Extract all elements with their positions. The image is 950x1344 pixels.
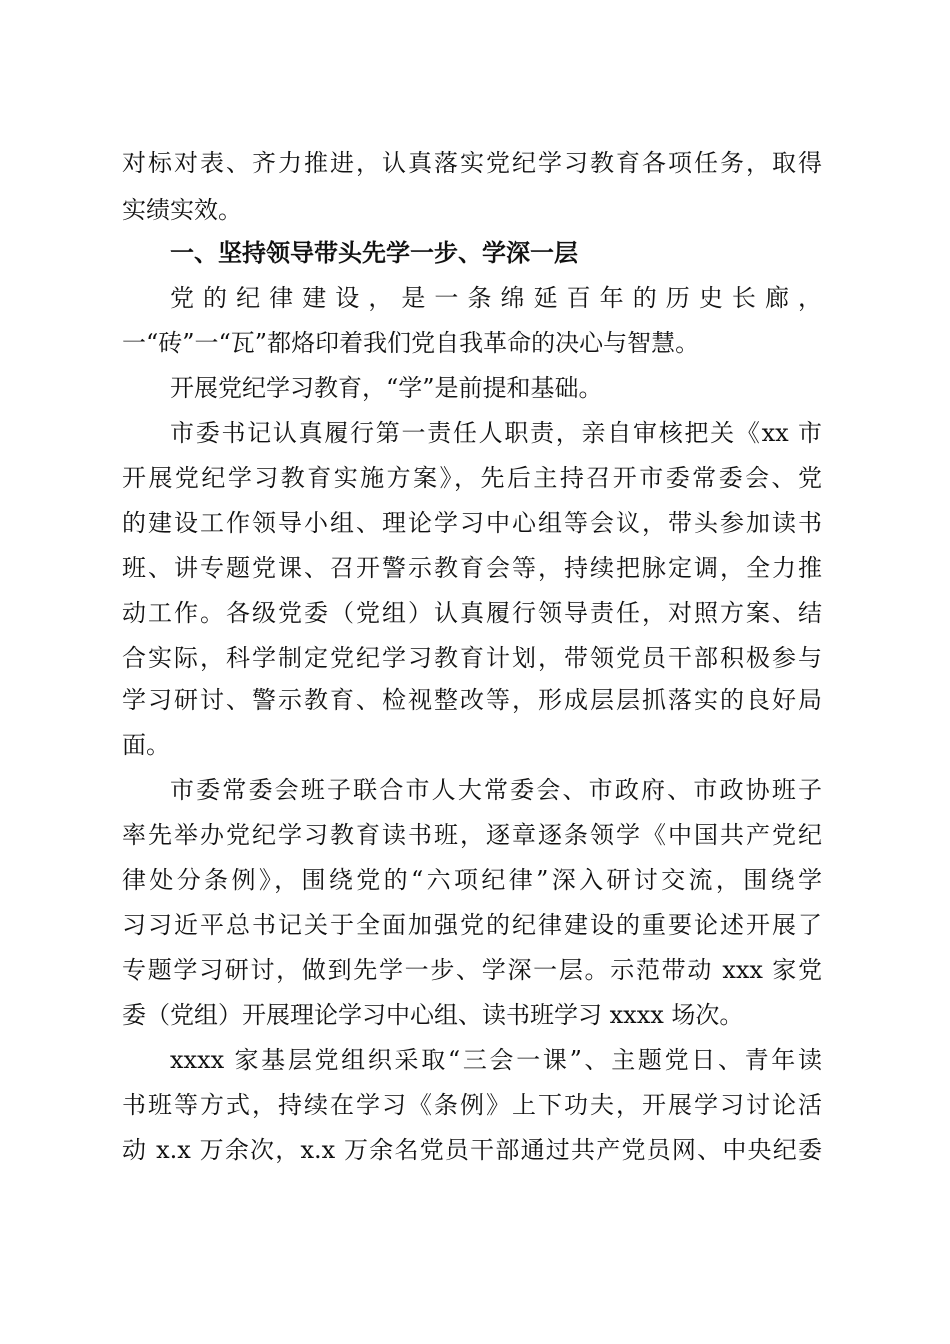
paragraph-line: 习习近平总书记关于全面加强党的纪律建设的重要论述开展了: [122, 911, 822, 939]
paragraph-line: 一“砖”一“瓦”都烙印着我们党自我革命的决心与智慧。: [122, 329, 700, 357]
paragraph-line: 开展党纪学习教育实施方案》，先后主持召开市委常委会、党: [122, 464, 822, 492]
paragraph-line: 学习研讨、警示教育、检视整改等，形成层层抓落实的良好局: [122, 686, 822, 714]
paragraph-line: 对标对表、齐力推进，认真落实党纪学习教育各项任务，取得: [122, 149, 822, 177]
paragraph-line: 合实际，科学制定党纪学习教育计划，带领党员干部积极参与: [122, 644, 822, 672]
paragraph-line: 党的纪律建设，是一条绵延百年的历史长廊，: [170, 284, 822, 312]
paragraph-line: xxxx 家基层党组织采取“三会一课”、主题党日、青年读: [170, 1046, 822, 1074]
paragraph-line: 动 x.x 万余次，x.x 万余名党员干部通过共产党员网、中央纪委: [122, 1136, 822, 1164]
paragraph-line: 专题学习研讨，做到先学一步、学深一层。示范带动 xxx 家党: [122, 956, 822, 984]
section-heading: 一、坚持领导带头先学一步、学深一层: [170, 239, 578, 267]
paragraph-line: 开展党纪学习教育，“学”是前提和基础。: [170, 374, 603, 402]
paragraph-line: 书班等方式，持续在学习《条例》上下功夫，开展学习讨论活: [122, 1091, 822, 1119]
paragraph-line: 的建设工作领导小组、理论学习中心组等会议，带头参加读书: [122, 509, 822, 537]
paragraph-line: 委（党组）开展理论学习中心组、读书班学习 xxxx 场次。: [122, 1001, 744, 1029]
paragraph-line: 实绩实效。: [122, 196, 242, 224]
paragraph-line: 班、讲专题党课、召开警示教育会等，持续把脉定调，全力推: [122, 554, 822, 582]
paragraph-line: 面。: [122, 731, 170, 759]
paragraph-line: 市委书记认真履行第一责任人职责，亲自审核把关《xx 市: [170, 419, 822, 447]
paragraph-line: 率先举办党纪学习教育读书班，逐章逐条领学《中国共产党纪: [122, 821, 822, 849]
paragraph-line: 市委常委会班子联合市人大常委会、市政府、市政协班子: [170, 776, 822, 804]
paragraph-line: 动工作。各级党委（党组）认真履行领导责任，对照方案、结: [122, 599, 822, 627]
paragraph-line: 律处分条例》，围绕党的“六项纪律”深入研讨交流，围绕学: [122, 866, 822, 894]
